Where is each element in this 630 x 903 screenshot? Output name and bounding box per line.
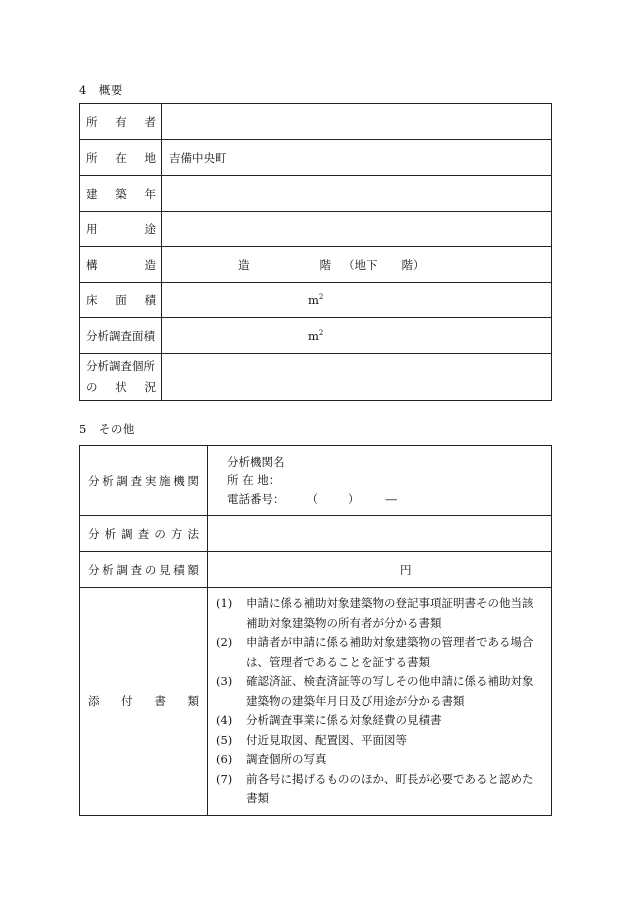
basement-text: （地下 bbox=[343, 257, 378, 272]
attachment-item: (7) 前各号に掲げるもののほか、町長が必要であると認めた書類 bbox=[216, 771, 534, 805]
floor-area-row bbox=[80, 283, 552, 318]
attachment-item: (4) 分析調査事業に係る対象経費の見積書 bbox=[216, 713, 442, 727]
structure-label: 構 造 bbox=[80, 247, 162, 283]
lab-label: 分 析 調 査 実 施 機 関 bbox=[80, 446, 208, 516]
attachment-item: (6) 調査個所の写真 bbox=[216, 752, 327, 766]
survey-area-value[interactable] bbox=[162, 318, 552, 354]
estimate-row bbox=[80, 552, 552, 588]
survey-location-row bbox=[80, 354, 552, 401]
lab-value[interactable] bbox=[208, 446, 552, 516]
method-value[interactable] bbox=[208, 516, 552, 552]
build-year-row bbox=[80, 176, 552, 212]
lab-phone-line: 電話番号： （ ） ― bbox=[227, 491, 397, 506]
lab-row bbox=[80, 446, 552, 516]
location-value[interactable]: 吉備中央町 bbox=[162, 140, 552, 176]
attachment-item: (3) 確認済証、検査済証等の写しその他申請に係る補助対象建築物の建築年月日及び用途が分かる書類 bbox=[216, 674, 534, 708]
estimate-value[interactable] bbox=[208, 552, 552, 588]
usage-row bbox=[80, 212, 552, 247]
lab-name-label: 分析機関名 bbox=[227, 454, 285, 469]
attachment-item: (1) 申請に係る補助対象建築物の登記事項証明書その他当該補助対象建築物の所有者が分かる書類 bbox=[216, 596, 534, 630]
attachment-item: (2) 申請者が申請に係る補助対象建築物の管理者である場合は、管理者であることを証する書類 bbox=[216, 635, 534, 669]
section-5-heading: 5 その他 bbox=[79, 422, 135, 436]
estimate-label: 分 析 調 査 の 見 積 額 bbox=[80, 552, 208, 588]
yen-unit: 円 bbox=[400, 562, 412, 577]
usage-value[interactable] bbox=[162, 212, 552, 247]
usage-label: 用 途 bbox=[80, 212, 162, 247]
location-row bbox=[80, 140, 552, 176]
owner-row bbox=[80, 104, 552, 140]
build-year-label: 建 築 年 bbox=[80, 176, 162, 212]
method-row bbox=[80, 516, 552, 552]
other-table bbox=[79, 445, 552, 816]
location-label: 所 在 地 bbox=[80, 140, 162, 176]
survey-area-label: 分析調査面積 bbox=[80, 318, 162, 354]
floor-area-label: 床 面 積 bbox=[80, 283, 162, 318]
structure-type-text: 造 bbox=[238, 257, 250, 272]
basement-floors-text: 階） bbox=[401, 257, 425, 272]
survey-area-row bbox=[80, 318, 552, 354]
attachment-item: (5) 付近見取図、配置図、平面図等 bbox=[216, 732, 407, 747]
attachments-row bbox=[80, 588, 552, 816]
floors-text: 階 bbox=[319, 257, 331, 272]
survey-location-value[interactable] bbox=[162, 354, 552, 401]
method-label: 分 析 調 査 の 方 法 bbox=[80, 516, 208, 552]
overview-table bbox=[79, 103, 552, 401]
lab-address-label: 所 在 地： bbox=[227, 473, 281, 488]
owner-label: 所 有 者 bbox=[80, 104, 162, 140]
floor-area-value[interactable] bbox=[162, 283, 552, 318]
build-year-value[interactable] bbox=[162, 176, 552, 212]
owner-value[interactable] bbox=[162, 104, 552, 140]
survey-location-label: 分析調査個所 の 状 況 bbox=[80, 354, 162, 401]
section-4-heading: 4 概要 bbox=[79, 83, 123, 97]
attachments-list bbox=[208, 588, 552, 816]
structure-value[interactable] bbox=[162, 247, 552, 283]
floor-area-unit: $m^2$ bbox=[308, 293, 324, 307]
survey-area-unit: $m^2$ bbox=[308, 328, 324, 343]
attachments-label: 添 付 書 類 bbox=[80, 588, 208, 816]
structure-row bbox=[80, 247, 552, 283]
